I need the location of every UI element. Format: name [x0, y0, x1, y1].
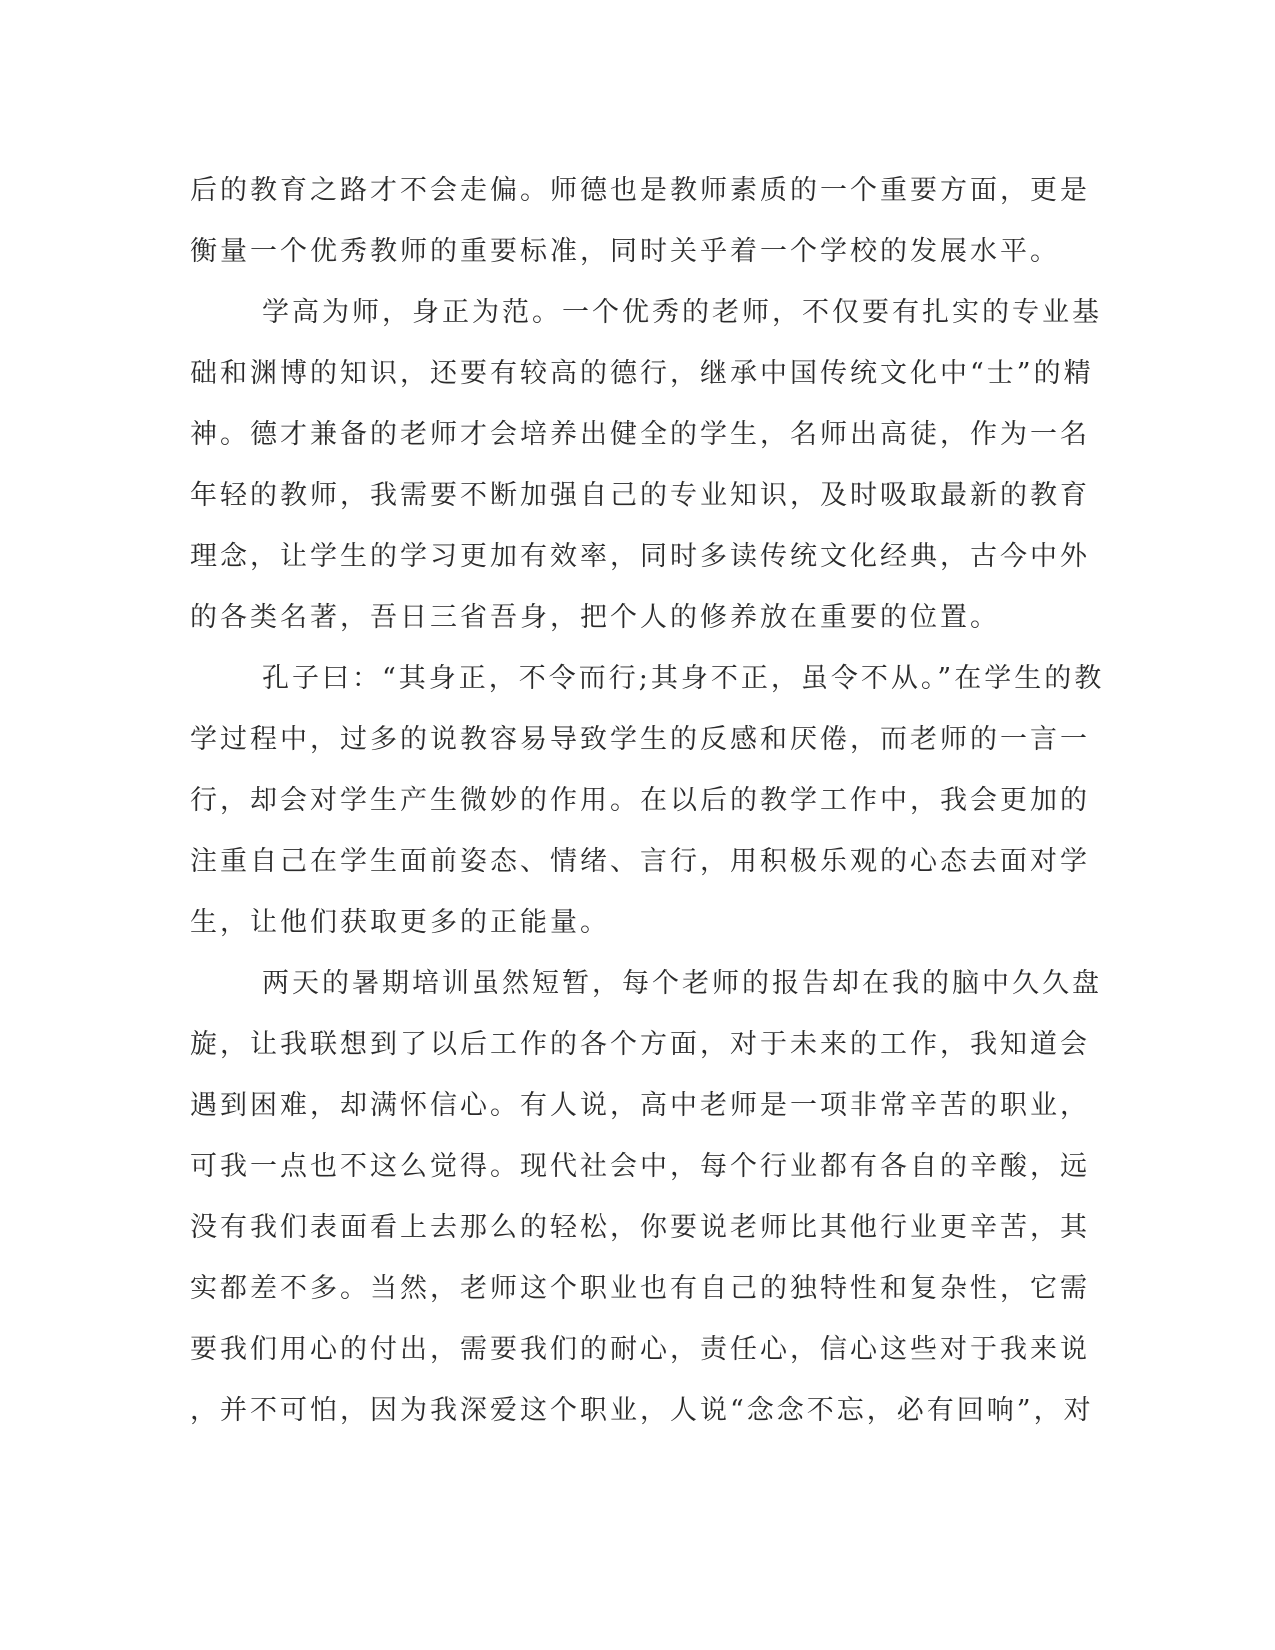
text-line: 实都差不多。当然，老师这个职业也有自己的独特性和复杂性，它需 [190, 1273, 1090, 1304]
text-line: 后的教育之路才不会走偏。师德也是教师素质的一个重要方面，更是 [190, 175, 1090, 206]
text-line: 没有我们表面看上去那么的轻松，你要说老师比其他行业更辛苦，其 [190, 1212, 1090, 1243]
text-line: 遇到困难，却满怀信心。有人说，高中老师是一项非常辛苦的职业， [190, 1090, 1090, 1121]
text-line: 要我们用心的付出，需要我们的耐心，责任心，信心这些对于我来说 [190, 1334, 1090, 1365]
paragraph-start-line: 孔子曰：“其身正，不令而行;其身不正，虽令不从。”在学生的教 [262, 663, 1105, 694]
text-line: 的各类名著，吾日三省吾身，把个人的修养放在重要的位置。 [190, 602, 1000, 633]
text-line: 生，让他们获取更多的正能量。 [190, 907, 610, 938]
text-line: 注重自己在学生面前姿态、情绪、言行，用积极乐观的心态去面对学 [190, 846, 1090, 877]
text-line: 学过程中，过多的说教容易导致学生的反感和厌倦，而老师的一言一 [190, 724, 1090, 755]
text-line: 可我一点也不这么觉得。现代社会中，每个行业都有各自的辛酸，远 [190, 1151, 1090, 1182]
paragraph-start-line: 两天的暑期培训虽然短暂，每个老师的报告却在我的脑中久久盘 [262, 968, 1102, 999]
text-line: 旋，让我联想到了以后工作的各个方面，对于未来的工作，我知道会 [190, 1029, 1090, 1060]
text-line: 年轻的教师，我需要不断加强自己的专业知识，及时吸取最新的教育 [190, 480, 1090, 511]
paragraph-start-line: 学高为师，身正为范。一个优秀的老师，不仅要有扎实的专业基 [262, 297, 1102, 328]
text-line: 衡量一个优秀教师的重要标准，同时关乎着一个学校的发展水平。 [190, 236, 1060, 267]
text-line: ，并不可怕，因为我深爱这个职业，人说“念念不忘，必有回响”，对 [190, 1395, 1094, 1426]
text-line: 理念，让学生的学习更加有效率，同时多读传统文化经典，古今中外 [190, 541, 1090, 572]
text-line: 行，却会对学生产生微妙的作用。在以后的教学工作中，我会更加的 [190, 785, 1090, 816]
body-text [190, 160, 1105, 1441]
text-line: 础和渊博的知识，还要有较高的德行，继承中国传统文化中“士”的精 [190, 358, 1094, 389]
text-line: 神。德才兼备的老师才会培养出健全的学生，名师出高徒，作为一名 [190, 419, 1090, 450]
